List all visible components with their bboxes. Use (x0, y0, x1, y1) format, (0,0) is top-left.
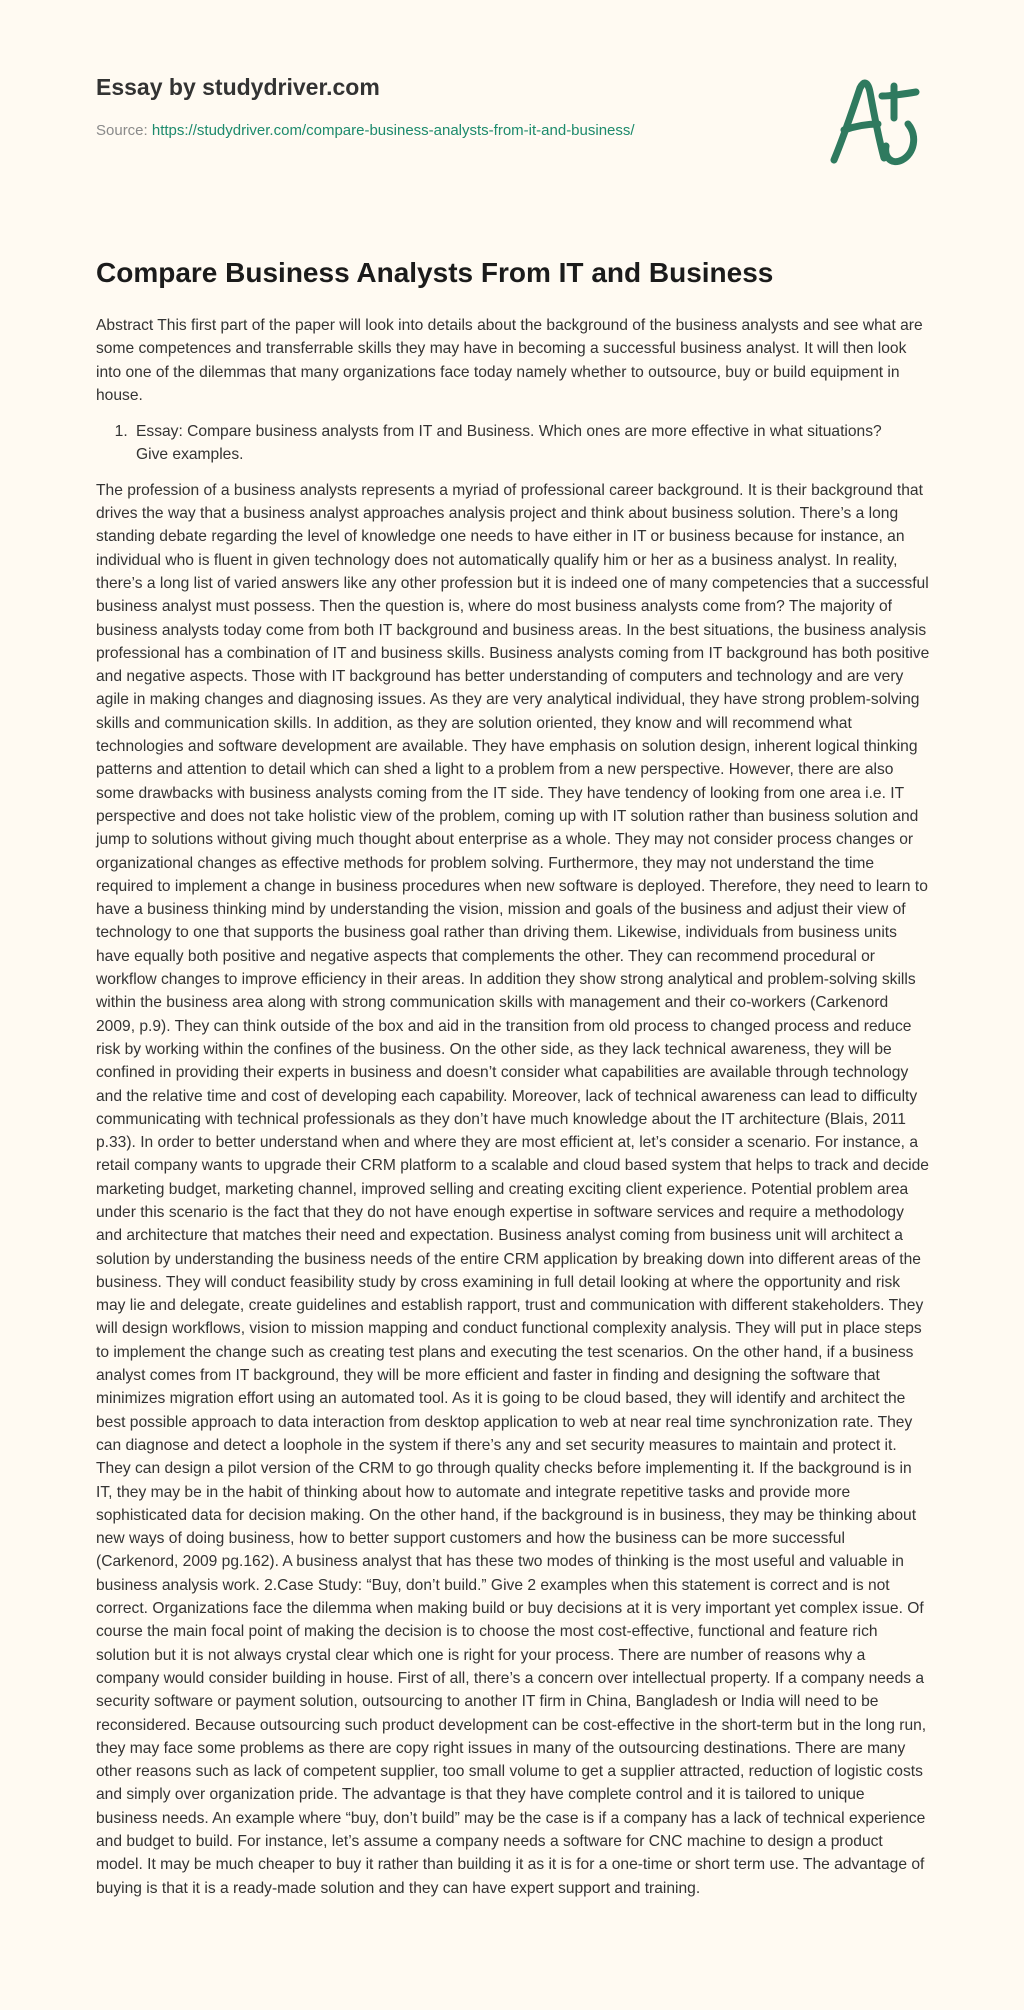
list-item: 1. Essay: Compare business analysts from IT and Business. Which ones are more effective in what situations? Give examples. (132, 420, 930, 467)
essay-content (96, 314, 930, 1900)
source-link[interactable]: https://studydriver.com/compare-business-analysts-from-it-and-business/ (151, 122, 635, 139)
essay-body: The profession of a business analysts represents a myriad of professional career background. It is their background that drives the way that a business analyst approaches analysis project and think about business solution. There’s a long standing debate regarding the level of knowledge one needs to have either in IT or business because for instance, an individual who is fluent in given technology does not automatically qualify him or her as a business analyst. In reality, there’s a long list of varied answers like any other profession but it is indeed one of many competencies that a successful business analyst must possess. Then the question is, where do most business analysts come from? The majority of business analysts today come from both IT background and business areas. In the best situations, the business analysis professional has a combination of IT and business skills. Business analysts coming from IT background has both positive and negative aspects. Those with IT background has better understanding of computers and technology and are very agile in making changes and diagnosing issues. As they are very analytical individual, they have strong problem-solving skills and communication skills. In addition, as they are solution oriented, they know and will recommend what technologies and software development are available. They have emphasis on solution design, inherent logical thinking patterns and attention to detail which can shed a light to a problem from a new perspective. However, there are also some drawbacks with business analysts coming from the IT side. They have tendency of looking from one area i.e. IT perspective and does not take holistic view of the problem, coming up with IT solution rather than business solution and jump to solutions without giving much thought about enterprise as a whole. They may not consider process changes or organizational changes as effective methods for problem solving. Furthermore, they may not understand the time required to implement a change in business procedures when new software is deployed. Therefore, they need to learn to have a business thinking mind by understanding the vision, mission and goals of the business and adjust their view of technology to one that supports the business goal rather than driving them. Likewise, individuals from business units have equally both positive and negative aspects that complements the other. They can recommend procedural or workflow changes to improve efficiency in their areas. In addition they show strong analytical and problem-solving skills within the business area along with strong communication skills with management and their co-workers (Carkenord 2009, p.9). They can think outside of the box and aid in the transition from old process to changed process and reduce risk by working within the confines of the business. On the other side, as they lack technical awareness, they will be confined in providing their experts in business and doesn’t consider what capabilities are available through technology and the relative time and cost of developing each capability. Moreover, lack of technical awareness can lead to difficulty communicating with technical professionals as they don’t have much knowledge about the IT architecture (Blais, 2011 p.33). In order to better understand when and where they are most efficient at, let’s consider a scenario. For instance, a retail company wants to upgrade their CRM platform to a scalable and cloud based system that helps to track and decide marketing budget, marketing channel, improved selling and creating exciting client experience. Potential problem area under this scenario is the fact that they do not have enough expertise in software services and require a methodology and architecture that matches their need and expectation. Business analyst coming from business unit will architect a solution by understanding the business needs of the entire CRM application by breaking down into different areas of the business. They will conduct feasibility study by cross examining in full detail looking at where the opportunity and risk may lie and delegate, create guidelines and establish rapport, trust and communication with different stakeholders. They will design workflows, vision to mission mapping and conduct functional complexity analysis. They will put in place steps to implement the change such as creating test plans and executing the test scenarios. On the other hand, if a business analyst comes from IT background, they will be more efficient and faster in finding and designing the software that minimizes migration effort using an automated tool. As it is going to be cloud based, they will identify and architect the best possible approach to data interaction from desktop application to web at near real time synchronization rate. They can diagnose and detect a loophole in the system if there’s any and set security measures to maintain and protect it. They can design a pilot version of the CRM to go through quality checks before implementing it. If the background is in IT, they may be in the habit of thinking about how to automate and integrate repetitive tasks and provide more sophisticated data for decision making. On the other hand, if the background is in business, they may be thinking about new ways of doing business, how to better support customers and how the business can be more successful (Carkenord, 2009 pg.162). A business analyst that has these two modes of thinking is the most useful and valuable in business analysis work. 2.Case Study: “Buy, don’t build.” Give 2 examples when this statement is correct and is not correct. Organizations face the dilemma when making build or buy decisions at it is very important yet complex issue. Of course the main focal point of making the decision is to choose the most cost-effective, functional and feature rich solution but it is not always crystal clear which one is right for your process. There are number of reasons why a company would consider building in house. First of all, there’s a concern over intellectual property. If a company needs a security software or payment solution, outsourcing to another IT firm in China, Bangladesh or India will need to be reconsidered. Because outsourcing such product development can be cost-effective in the short-term but in the long run, they may face some problems as there are copy right issues in many of the outsourcing destinations. There are many other reasons such as lack of competent supplier, too small volume to get a supplier attracted, reduction of logistic costs and simply over organization pride. The advantage is that they have complete control and it is tailored to unique business needs. An example where “buy, don’t build” may be the case is if a company has a lack of technical experience and budget to build. For instance, let’s assume a company needs a software for CNC machine to design a product model. It may be much cheaper to buy it rather than building it as it is for a one-time or short term use. The advantage of buying is that it is a ready-made solution and they can have expert support and training. (96, 481, 930, 1897)
site-brand-title: Essay by studydriver.com (96, 74, 380, 100)
a-plus-logo-icon (820, 66, 928, 174)
essay-title: Compare Business Analysts From IT and Business (96, 257, 774, 288)
essay-list (96, 420, 930, 467)
essay-abstract: Abstract This first part of the paper will look into details about the background of the business analysts and see what are some competences and transferrable skills they may have in becoming a successful business analyst. It will then look into one of the dilemmas that many organizations face today namely whether to outsource, buy or build equipment in house. (96, 317, 923, 404)
source-label: Source: (96, 122, 152, 139)
source-line (96, 122, 635, 139)
